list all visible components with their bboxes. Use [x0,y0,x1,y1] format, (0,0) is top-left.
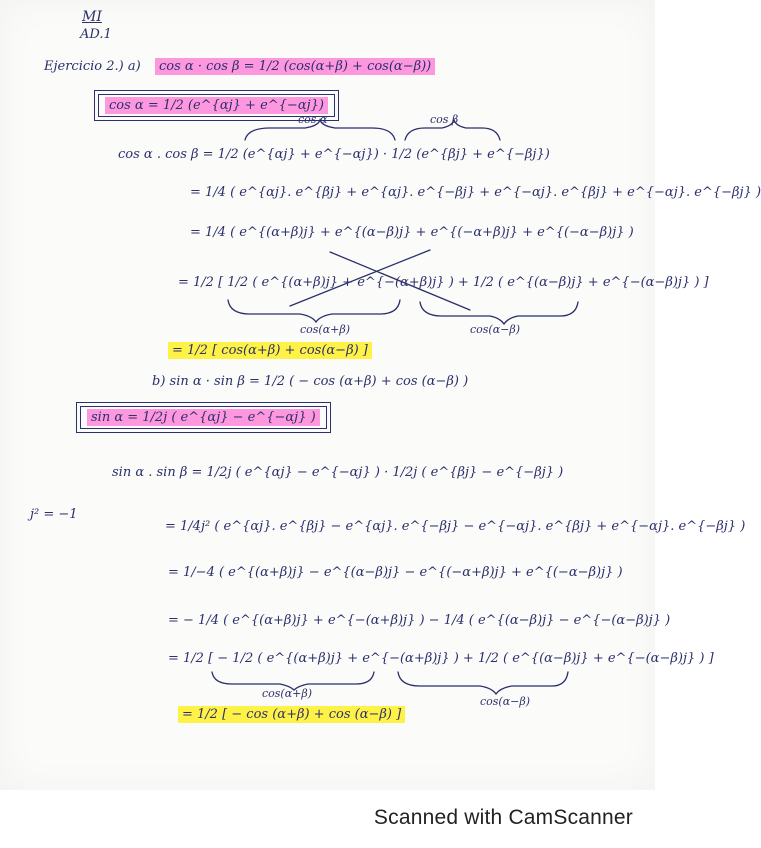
overbrace-cos-beta [405,120,500,140]
cross-line-2 [290,250,430,306]
part-b-line-1: sin α . sin β = 1/2j ( e^{αj} − e^{−αj} ) · 1/2j ( e^{βj} − e^{−βj} ) [112,465,564,480]
underbrace-cos-diff-a [420,302,578,324]
part-b-result-text: = 1/2 [ − cos (α+β) + cos (α−β) ] [178,706,405,723]
part-b-line-3: = 1/−4 ( e^{(α+β)j} − e^{(α−β)j} − e^{(−α+β)j} + e^{(−α−β)j} ) [168,565,623,580]
underbrace-cos-sum-a [228,300,400,322]
part-a-result-text: = 1/2 [ cos(α+β) + cos(α−β) ] [168,342,372,359]
page-title: MI [82,9,102,25]
underbrace-label-cos-diff: cos(α−β) [470,323,521,336]
part-b-statement-text: b) sin α · sin β = 1/2 ( − cos (α+β) + cos (α−β) ) [152,374,469,389]
sin-identity-text: sin α = 1/2j ( e^{αj} − e^{−αj} ) [87,409,320,426]
cos-identity-text: cos α = 1/2 (e^{αj} + e^{−αj}) [105,97,328,114]
j-squared-note: j² = −1 [30,507,78,522]
underbrace-label-cos-sum-b: cos(α+β) [262,687,313,700]
part-b-line-5: = 1/2 [ − 1/2 ( e^{(α+β)j} + e^{−(α+β)j} ) + 1/2 ( e^{(α−β)j} + e^{−(α−β)j} ) ] [168,651,714,666]
part-a-line-3: = 1/4 ( e^{(α+β)j} + e^{(α−β)j} + e^{(−α+β)j} + e^{(−α−β)j} ) [190,225,634,240]
camscanner-watermark: Scanned with CamScanner [373,806,633,829]
overbrace-cos-alpha [245,120,395,140]
underbrace-label-cos-sum: cos(α+β) [300,323,351,336]
part-a-line-2: = 1/4 ( e^{αj}. e^{βj} + e^{αj}. e^{−βj} + e^{−αj}. e^{βj} + e^{−αj}. e^{−βj} ) [190,185,761,200]
part-a-line-4: = 1/2 [ 1/2 ( e^{(α+β)j} + e^{−(α+β)j} ) + 1/2 ( e^{(α−β)j} + e^{−(α−β)j} ) ] [178,275,709,290]
brace-label-cos-beta: cos β [430,113,459,126]
part-a-line-1: cos α . cos β = 1/2 (e^{αj} + e^{−αj}) · 1/2 (e^{βj} + e^{−βj}) [118,147,550,162]
page-subtitle: AD.1 [80,27,112,42]
underbrace-label-cos-diff-b: cos(α−β) [480,695,531,708]
underbrace-cos-sum-b [212,672,374,690]
underbrace-cos-diff-b [398,672,568,694]
brace-label-cos-alpha: cos α [298,113,328,126]
exercise-heading: Ejercicio 2.) a) [44,59,141,74]
part-b-line-2: = 1/4j² ( e^{αj}. e^{βj} − e^{αj}. e^{−βj} − e^{−αj}. e^{βj} + e^{−αj}. e^{−βj} ) [165,519,746,534]
part-a-statement-text: cos α · cos β = 1/2 (cos(α+β) + cos(α−β)) [155,58,435,75]
part-b-line-4: = − 1/4 ( e^{(α+β)j} + e^{−(α+β)j} ) − 1/4 ( e^{(α−β)j} − e^{−(α−β)j} ) [168,613,671,628]
